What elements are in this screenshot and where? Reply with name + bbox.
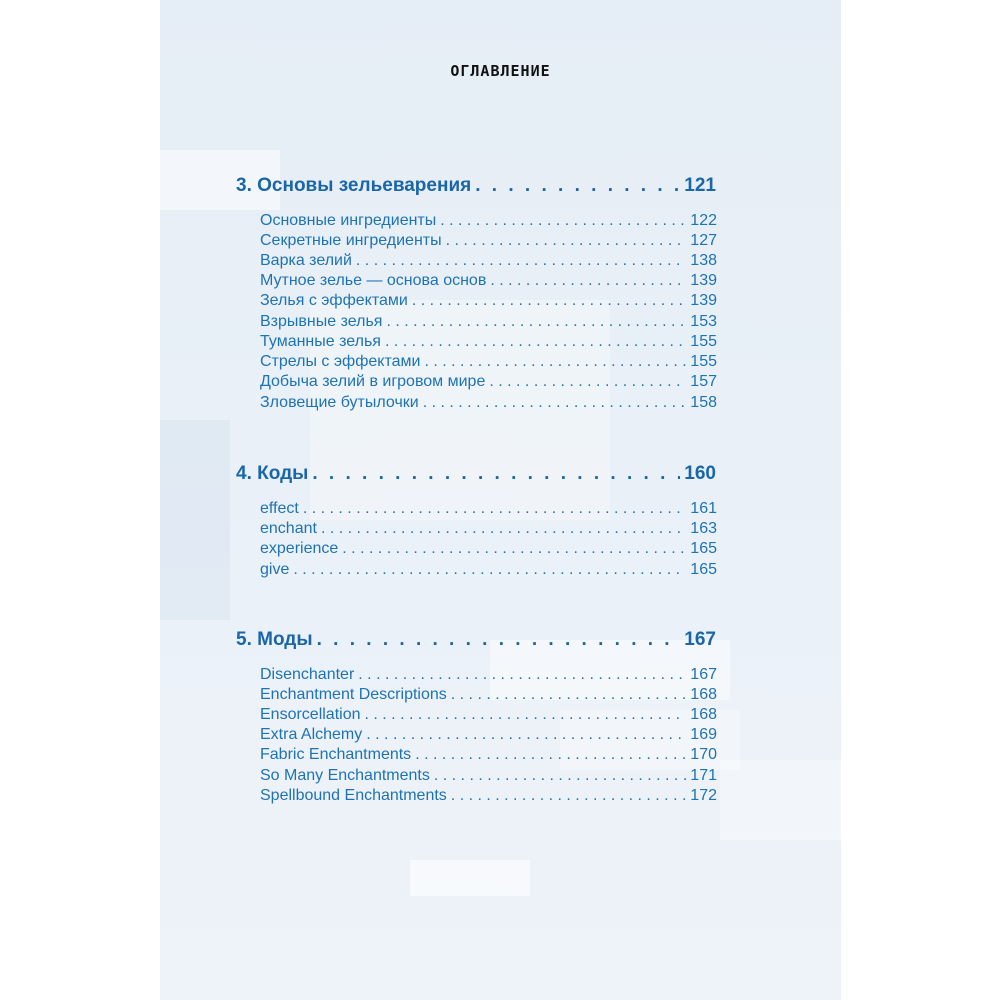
dot-leader (424, 353, 686, 371)
toc-chapter (236, 629, 716, 651)
dot-leader (303, 500, 686, 518)
dot-leader (490, 272, 686, 290)
chapter-page: 121 (684, 175, 716, 196)
item-title: enchant (260, 520, 317, 537)
chapter-title: 4. Коды (236, 463, 309, 484)
dot-leader (489, 373, 686, 391)
book-page (160, 0, 841, 1000)
dot-leader (386, 313, 686, 331)
item-page: 171 (690, 767, 717, 784)
dot-leader (317, 629, 681, 651)
item-title: give (260, 561, 290, 578)
item-title: Зелья с эффектами (260, 292, 408, 309)
item-title: Disenchanter (260, 666, 355, 683)
dot-leader (321, 520, 686, 538)
item-page: 168 (690, 706, 717, 723)
item-title: Секретные ингредиенты (260, 232, 442, 249)
toc-item (260, 394, 717, 412)
dot-leader (385, 333, 686, 351)
toc-item (260, 706, 717, 724)
toc-item (260, 666, 717, 684)
dot-leader (440, 212, 686, 230)
toc-heading: ОГЛАВЛЕНИЕ (450, 62, 551, 80)
dot-leader (358, 666, 686, 684)
toc-item (260, 686, 717, 704)
item-page: 127 (690, 232, 717, 249)
toc-item (260, 212, 717, 230)
item-page: 139 (690, 292, 717, 309)
item-title: Ensorcellation (260, 706, 361, 723)
item-page: 161 (690, 500, 717, 517)
item-page: 167 (690, 666, 717, 683)
dot-leader (415, 746, 686, 764)
toc-item (260, 252, 717, 270)
toc-item (260, 767, 717, 785)
item-page: 157 (690, 373, 717, 390)
toc-item (260, 540, 717, 558)
dot-leader (342, 540, 686, 558)
item-title: Взрывные зелья (260, 313, 383, 330)
item-page: 165 (690, 540, 717, 557)
item-page: 139 (690, 272, 717, 289)
dot-leader (434, 767, 686, 785)
toc-item (260, 561, 717, 579)
item-title: Варка зелий (260, 252, 352, 269)
toc-item (260, 232, 717, 250)
toc-item (260, 292, 717, 310)
item-title: So Many Enchantments (260, 767, 430, 784)
item-page: 165 (690, 561, 717, 578)
dot-leader (451, 686, 687, 704)
item-page: 170 (690, 746, 717, 763)
dot-leader (446, 232, 687, 250)
item-title: experience (260, 540, 339, 557)
toc-chapter (236, 175, 716, 197)
toc-item (260, 353, 717, 371)
dot-leader (365, 706, 687, 724)
item-page: 155 (690, 353, 717, 370)
item-title: Добыча зелий в игровом мире (260, 373, 486, 390)
toc-item (260, 313, 717, 331)
dot-leader (475, 175, 680, 197)
background-block (160, 420, 230, 620)
item-page: 163 (690, 520, 717, 537)
item-page: 169 (690, 726, 717, 743)
item-page: 153 (690, 313, 717, 330)
toc-chapter (236, 463, 716, 485)
toc-item (260, 272, 717, 290)
background-block (720, 760, 841, 840)
item-page: 122 (690, 212, 717, 229)
toc-item (260, 373, 717, 391)
toc-item (260, 726, 717, 744)
chapter-page: 167 (684, 629, 716, 650)
item-page: 138 (690, 252, 717, 269)
item-page: 172 (690, 787, 717, 804)
item-title: Основные ингредиенты (260, 212, 437, 229)
toc-item (260, 746, 717, 764)
chapter-page: 160 (684, 463, 716, 484)
item-title: Мутное зелье — основа основ (260, 272, 487, 289)
dot-leader (356, 252, 686, 270)
item-title: Enchantment Descriptions (260, 686, 447, 703)
item-title: Extra Alchemy (260, 726, 363, 743)
item-page: 158 (690, 394, 717, 411)
chapter-title: 3. Основы зельеварения (236, 175, 472, 196)
toc-item (260, 333, 717, 351)
item-title: Spellbound Enchantments (260, 787, 447, 804)
toc-item (260, 787, 717, 805)
item-title: Туманные зелья (260, 333, 381, 350)
dot-leader (293, 561, 686, 579)
dot-leader (312, 463, 680, 485)
chapter-title: 5. Моды (236, 629, 313, 650)
item-title: Стрелы с эффектами (260, 353, 421, 370)
dot-leader (366, 726, 686, 744)
dot-leader (423, 394, 687, 412)
item-title: Fabric Enchantments (260, 746, 412, 763)
toc-item (260, 500, 717, 518)
background-block (410, 860, 530, 896)
dot-leader (412, 292, 686, 310)
toc-item (260, 520, 717, 538)
item-title: effect (260, 500, 299, 517)
item-title: Зловещие бутылочки (260, 394, 419, 411)
item-page: 155 (690, 333, 717, 350)
dot-leader (451, 787, 687, 805)
item-page: 168 (690, 686, 717, 703)
